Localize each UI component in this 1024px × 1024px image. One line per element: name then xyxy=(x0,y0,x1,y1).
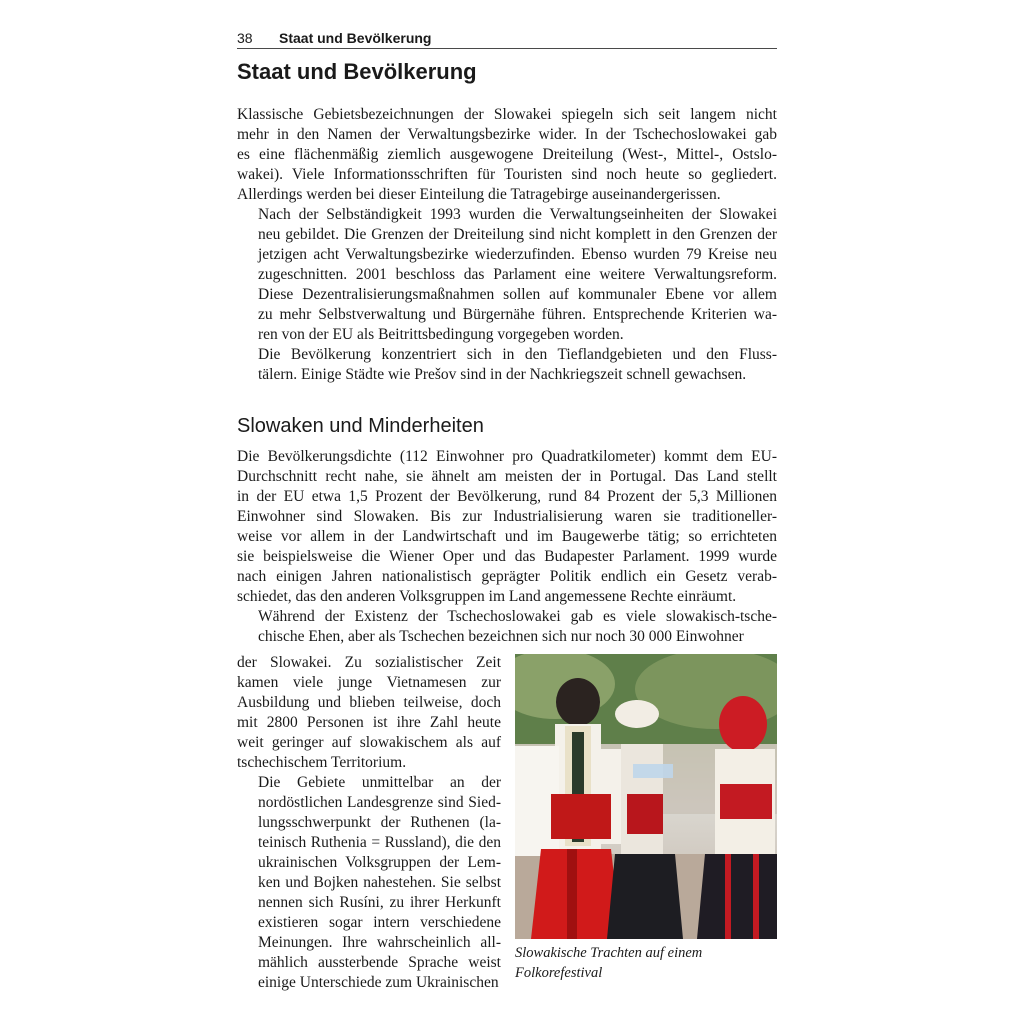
paragraph xyxy=(237,653,501,773)
page-number: 38 xyxy=(237,30,253,46)
paragraph xyxy=(237,105,777,205)
text-line: chische Ehen, aber als Tschechen bezeichnen sich nur noch 30 000 Einwohner xyxy=(258,628,744,645)
text-with-figure xyxy=(237,647,777,993)
caption-line: Folkorefestival xyxy=(515,965,603,981)
photo-folk-costumes xyxy=(515,654,777,939)
text-line: lungsschwerpunkt der Ruthenen (la- xyxy=(258,814,501,831)
text-line: Einwohner sind Slowaken. Bis zur Industrialisierung waren sie traditioneller- xyxy=(237,508,777,525)
text-line: tschechischem Territorium. xyxy=(237,754,407,771)
text-line: teinisch Ruthenia = Russland), die den xyxy=(258,834,501,851)
text-line: neu gebildet. Die Grenzen der Dreiteilung sind nicht komplett in den Grenzen der xyxy=(258,226,777,243)
paragraph xyxy=(237,447,777,607)
paragraph xyxy=(237,205,777,345)
text-line: sie beispielsweise die Wiener Oper und das Budapester Parlament. 1999 wurde xyxy=(237,548,777,565)
text-line: existieren sogar intern verschiedene xyxy=(258,914,501,931)
caption-line: Slowakische Trachten auf einem xyxy=(515,945,703,961)
text-line: Die Gebiete unmittelbar an der xyxy=(258,774,501,791)
text-line: ren von der EU als Beitrittsbedingung vorgegeben worden. xyxy=(258,326,624,343)
text-line: kamen viele junge Vietnamesen zur xyxy=(237,674,501,691)
text-line: wakei). Viele Informationsschriften für Touristen sind noch heute so gegliedert. xyxy=(237,166,777,183)
section-title: Staat und Bevölkerung xyxy=(237,59,477,84)
text-line: Meinungen. Ihre wahrscheinlich all- xyxy=(258,934,501,951)
text-line: mit 2800 Personen ist ihre Zahl heute xyxy=(237,714,501,731)
text-line: nordöstlichen Landesgrenze sind Sied- xyxy=(258,794,501,811)
section-body xyxy=(237,105,777,385)
text-line: Die Bevölkerung konzentriert sich in den Tieflandgebieten und den Fluss- xyxy=(258,346,777,363)
text-line: nach einigen Jahren nationalistisch geprägter Politik endlich ein Gesetz verab- xyxy=(237,568,777,585)
text-line: mählich aussterbende Sprache weist xyxy=(258,954,501,971)
paragraph xyxy=(237,345,777,385)
running-title: Staat und Bevölkerung xyxy=(279,30,432,46)
text-line: ken und Bojken nahestehen. Sie selbst xyxy=(258,874,501,891)
text-line: weit geringer auf slowakischem als auf xyxy=(237,734,501,751)
text-line: zugeschnitten. 2001 beschloss das Parlament eine weitere Verwaltungsreform. xyxy=(258,266,777,283)
text-line: mehr in den Namen der Verwaltungsbezirke wider. In der Tschechoslowakei gab xyxy=(237,126,777,143)
text-line: schiedet, das den anderen Volksgruppen im Land angemessene Rechte einräumt. xyxy=(237,588,737,605)
text-line: der Slowakei. Zu sozialistischer Zeit xyxy=(237,654,501,671)
text-line: Durchschnitt recht nahe, sie ähnelt am meisten der in Portugal. Das Land stellt xyxy=(237,468,777,485)
text-line: Diese Dezentralisierungsmaßnahmen sollen auf kommunaler Ebene vor allem xyxy=(258,286,777,303)
subsection-title: Slowaken und Minderheiten xyxy=(237,415,484,437)
text-line: jetzigen acht Verwaltungsbezirke wiederzufinden. Ebenso wurden 79 Kreise neu xyxy=(258,246,777,263)
wrapped-text-column xyxy=(237,647,501,993)
text-line: es eine flächenmäßig ziemlich ausgewogene Dreiteilung (West-, Mittel-, Ostslo- xyxy=(237,146,777,163)
subsection-body xyxy=(237,447,777,993)
text-line: Nach der Selbständigkeit 1993 wurden die Verwaltungseinheiten der Slowakei xyxy=(258,206,777,223)
text-line: Allerdings werden bei dieser Einteilung die Tatragebirge auseinandergerissen. xyxy=(237,186,721,203)
figure xyxy=(515,654,777,983)
text-line: weise vor allem in der Landwirtschaft und im Baugewerbe tätig; so errichteten xyxy=(237,528,777,545)
text-line: Die Bevölkerungsdichte (112 Einwohner pro Quadratkilometer) kommt dem EU- xyxy=(237,448,777,465)
figure-caption xyxy=(515,943,777,983)
running-header xyxy=(237,28,777,49)
text-line: einige Unterschiede zum Ukrainischen xyxy=(258,974,499,991)
text-line: ukrainischen Volksgruppen der Lem- xyxy=(258,854,501,871)
text-line: Klassische Gebietsbezeichnungen der Slowakei spiegeln sich seit langem nicht xyxy=(237,106,777,123)
text-line: nennen sich Rusíni, zu ihrer Herkunft xyxy=(258,894,501,911)
text-line: Während der Existenz der Tschechoslowakei gab es viele slowakisch-tsche- xyxy=(258,608,777,625)
book-page xyxy=(237,28,777,993)
text-line: in der EU etwa 1,5 Prozent der Bevölkerung, rund 84 Prozent der 5,3 Millionen xyxy=(237,488,777,505)
paragraph xyxy=(237,773,501,993)
text-line: tälern. Einige Städte wie Prešov sind in der Nachkriegszeit schnell gewachsen. xyxy=(258,366,747,383)
text-line: Ausbildung und blieben teilweise, doch xyxy=(237,694,501,711)
paragraph xyxy=(237,607,777,647)
text-line: zu mehr Selbstverwaltung und Bürgernähe führen. Entsprechende Kriterien wa- xyxy=(258,306,777,323)
